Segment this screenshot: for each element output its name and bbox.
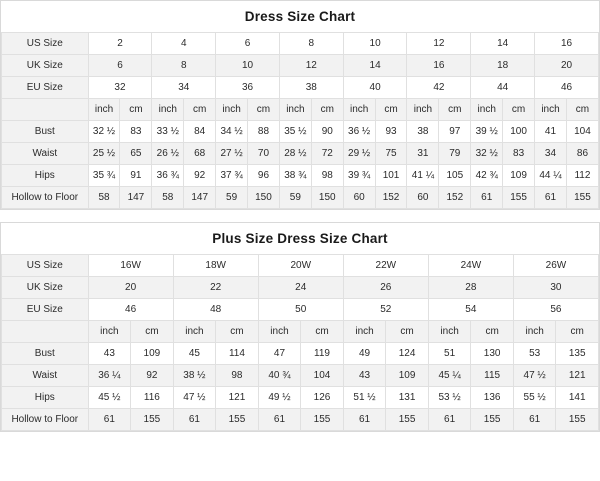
table-cell: 26: [343, 277, 428, 299]
table-cell: 31: [407, 143, 439, 165]
table-cell: 42 ¾: [471, 165, 503, 187]
table-row: [2, 33, 599, 55]
table-cell: 61: [513, 409, 556, 431]
table-cell: inch: [407, 99, 439, 121]
table-cell: 121: [556, 365, 599, 387]
table-cell: 28 ½: [279, 143, 311, 165]
table-cell: 45 ¼: [428, 365, 471, 387]
table-cell: 61: [428, 409, 471, 431]
table-cell: 49 ½: [258, 387, 301, 409]
table-cell: 35 ¾: [88, 165, 120, 187]
table-row: [2, 409, 599, 431]
table-cell: 47: [258, 343, 301, 365]
table-cell: 16: [407, 55, 471, 77]
table-cell: 45 ½: [88, 387, 131, 409]
table-cell: 109: [503, 165, 535, 187]
table-cell: 155: [556, 409, 599, 431]
table-cell: 26 ½: [152, 143, 184, 165]
table-cell: 155: [131, 409, 174, 431]
table-cell: 130: [471, 343, 514, 365]
table-cell: cm: [184, 99, 216, 121]
table-row: [2, 387, 599, 409]
table-cell: 104: [566, 121, 598, 143]
table-cell: 53 ½: [428, 387, 471, 409]
table-cell: cm: [248, 99, 280, 121]
row-label: Waist: [2, 365, 89, 387]
table-row: [2, 99, 599, 121]
table-cell: 105: [439, 165, 471, 187]
table-cell: 30: [513, 277, 598, 299]
table-cell: 98: [311, 165, 343, 187]
table-cell: 32: [88, 77, 152, 99]
row-label: Hollow to Floor: [2, 409, 89, 431]
table-cell: 33 ½: [152, 121, 184, 143]
table-cell: inch: [279, 99, 311, 121]
table-cell: 6: [216, 33, 280, 55]
table-cell: 36 ¼: [88, 365, 131, 387]
row-label: Bust: [2, 343, 89, 365]
dress-size-chart-title: Dress Size Chart: [1, 1, 599, 32]
table-cell: 34: [152, 77, 216, 99]
table-cell: 135: [556, 343, 599, 365]
table-cell: cm: [471, 321, 514, 343]
table-cell: 51 ½: [343, 387, 386, 409]
table-row: [2, 187, 599, 209]
table-cell: 43: [88, 343, 131, 365]
table-cell: 83: [120, 121, 152, 143]
table-cell: 40 ¾: [258, 365, 301, 387]
table-cell: 54: [428, 299, 513, 321]
table-cell: 126: [301, 387, 344, 409]
table-row: [2, 299, 599, 321]
table-cell: 20: [535, 55, 599, 77]
table-cell: inch: [88, 321, 131, 343]
table-cell: 8: [152, 55, 216, 77]
table-cell: 28: [428, 277, 513, 299]
table-cell: 2: [88, 33, 152, 55]
table-cell: 152: [439, 187, 471, 209]
table-cell: 84: [184, 121, 216, 143]
table-cell: 115: [471, 365, 514, 387]
table-cell: inch: [173, 321, 216, 343]
table-cell: 56: [513, 299, 598, 321]
table-cell: 22: [173, 277, 258, 299]
table-cell: 20W: [258, 255, 343, 277]
table-cell: 16W: [88, 255, 173, 277]
row-label: Hollow to Floor: [2, 187, 89, 209]
table-cell: cm: [120, 99, 152, 121]
table-cell: 24: [258, 277, 343, 299]
table-cell: 141: [556, 387, 599, 409]
table-cell: 38: [279, 77, 343, 99]
plus-size-dress-size-chart-body: [2, 255, 599, 431]
dress-size-chart-body: [2, 33, 599, 209]
table-cell: 147: [120, 187, 152, 209]
table-row: [2, 121, 599, 143]
table-row: [2, 365, 599, 387]
table-cell: 93: [375, 121, 407, 143]
table-cell: 48: [173, 299, 258, 321]
table-cell: 109: [131, 343, 174, 365]
table-cell: 6: [88, 55, 152, 77]
table-cell: 44 ¼: [535, 165, 567, 187]
table-cell: 96: [248, 165, 280, 187]
table-cell: 61: [471, 187, 503, 209]
table-cell: 40: [343, 77, 407, 99]
row-label: [2, 99, 89, 121]
table-cell: 47 ½: [513, 365, 556, 387]
table-cell: 49: [343, 343, 386, 365]
table-cell: 52: [343, 299, 428, 321]
table-cell: 18W: [173, 255, 258, 277]
table-cell: 10: [216, 55, 280, 77]
table-cell: 112: [566, 165, 598, 187]
table-cell: inch: [258, 321, 301, 343]
table-cell: 72: [311, 143, 343, 165]
table-cell: 124: [386, 343, 429, 365]
table-cell: 86: [566, 143, 598, 165]
table-cell: 121: [216, 387, 259, 409]
table-cell: 119: [301, 343, 344, 365]
table-cell: 27 ½: [216, 143, 248, 165]
row-label: EU Size: [2, 77, 89, 99]
table-cell: cm: [556, 321, 599, 343]
table-row: [2, 165, 599, 187]
row-label: [2, 321, 89, 343]
table-cell: inch: [152, 99, 184, 121]
table-cell: inch: [535, 99, 567, 121]
table-cell: 50: [258, 299, 343, 321]
table-cell: 26W: [513, 255, 598, 277]
table-cell: inch: [88, 99, 120, 121]
table-cell: 20: [88, 277, 173, 299]
table-cell: 61: [258, 409, 301, 431]
row-label: US Size: [2, 33, 89, 55]
table-cell: 116: [131, 387, 174, 409]
table-cell: inch: [428, 321, 471, 343]
table-cell: 25 ½: [88, 143, 120, 165]
table-cell: 32 ½: [471, 143, 503, 165]
table-cell: 36: [216, 77, 280, 99]
table-row: [2, 255, 599, 277]
table-row: [2, 321, 599, 343]
table-cell: 155: [386, 409, 429, 431]
table-cell: 42: [407, 77, 471, 99]
table-cell: 44: [471, 77, 535, 99]
table-cell: 41: [535, 121, 567, 143]
table-cell: 36 ½: [343, 121, 375, 143]
row-label: UK Size: [2, 277, 89, 299]
dress-size-chart-block: [0, 0, 600, 210]
table-cell: 45: [173, 343, 216, 365]
table-cell: 60: [343, 187, 375, 209]
table-cell: 100: [503, 121, 535, 143]
table-cell: 104: [301, 365, 344, 387]
table-cell: cm: [375, 99, 407, 121]
table-cell: 24W: [428, 255, 513, 277]
plus-size-dress-size-chart-title: Plus Size Dress Size Chart: [1, 223, 599, 254]
table-cell: 155: [471, 409, 514, 431]
table-cell: 16: [535, 33, 599, 55]
table-cell: 147: [184, 187, 216, 209]
table-cell: cm: [566, 99, 598, 121]
table-cell: 155: [301, 409, 344, 431]
table-cell: 47 ½: [173, 387, 216, 409]
table-cell: 46: [535, 77, 599, 99]
table-cell: 150: [248, 187, 280, 209]
row-label: UK Size: [2, 55, 89, 77]
table-row: [2, 143, 599, 165]
table-cell: 97: [439, 121, 471, 143]
row-label: US Size: [2, 255, 89, 277]
table-cell: 14: [471, 33, 535, 55]
table-cell: 29 ½: [343, 143, 375, 165]
table-cell: 155: [216, 409, 259, 431]
table-cell: 55 ½: [513, 387, 556, 409]
table-cell: 14: [343, 55, 407, 77]
table-cell: cm: [131, 321, 174, 343]
table-cell: 92: [184, 165, 216, 187]
table-cell: 34 ½: [216, 121, 248, 143]
table-cell: 36 ¾: [152, 165, 184, 187]
table-cell: 90: [311, 121, 343, 143]
table-cell: 98: [216, 365, 259, 387]
table-cell: 152: [375, 187, 407, 209]
table-cell: 131: [386, 387, 429, 409]
plus-size-dress-size-chart-table: [1, 254, 599, 431]
table-cell: inch: [343, 321, 386, 343]
table-cell: cm: [386, 321, 429, 343]
table-cell: 83: [503, 143, 535, 165]
table-cell: 12: [407, 33, 471, 55]
table-cell: 61: [343, 409, 386, 431]
table-cell: cm: [216, 321, 259, 343]
table-cell: 101: [375, 165, 407, 187]
table-cell: cm: [503, 99, 535, 121]
table-cell: 39 ¾: [343, 165, 375, 187]
table-cell: 92: [131, 365, 174, 387]
table-cell: 150: [311, 187, 343, 209]
table-cell: 38 ½: [173, 365, 216, 387]
table-cell: 88: [248, 121, 280, 143]
table-cell: 46: [88, 299, 173, 321]
table-cell: 109: [386, 365, 429, 387]
table-cell: 155: [566, 187, 598, 209]
table-cell: cm: [301, 321, 344, 343]
table-cell: 38 ¾: [279, 165, 311, 187]
plus-size-dress-size-chart-block: [0, 222, 600, 432]
table-cell: 65: [120, 143, 152, 165]
table-cell: 59: [216, 187, 248, 209]
table-cell: 39 ½: [471, 121, 503, 143]
table-cell: 34: [535, 143, 567, 165]
table-cell: 114: [216, 343, 259, 365]
chart-divider-gap: [0, 210, 600, 222]
table-cell: 61: [535, 187, 567, 209]
table-cell: 8: [279, 33, 343, 55]
table-cell: 43: [343, 365, 386, 387]
table-cell: inch: [343, 99, 375, 121]
table-cell: cm: [439, 99, 471, 121]
table-cell: 91: [120, 165, 152, 187]
table-row: [2, 343, 599, 365]
table-cell: 58: [152, 187, 184, 209]
row-label: Hips: [2, 165, 89, 187]
table-row: [2, 55, 599, 77]
table-cell: 32 ½: [88, 121, 120, 143]
table-cell: 38: [407, 121, 439, 143]
table-cell: inch: [471, 99, 503, 121]
table-cell: 79: [439, 143, 471, 165]
table-cell: 53: [513, 343, 556, 365]
table-cell: 18: [471, 55, 535, 77]
table-cell: 70: [248, 143, 280, 165]
table-cell: 155: [503, 187, 535, 209]
table-cell: 37 ¾: [216, 165, 248, 187]
table-cell: 59: [279, 187, 311, 209]
table-cell: cm: [311, 99, 343, 121]
table-cell: 75: [375, 143, 407, 165]
table-cell: 12: [279, 55, 343, 77]
table-cell: 60: [407, 187, 439, 209]
row-label: EU Size: [2, 299, 89, 321]
row-label: Bust: [2, 121, 89, 143]
table-cell: inch: [513, 321, 556, 343]
table-cell: 10: [343, 33, 407, 55]
table-cell: 41 ¼: [407, 165, 439, 187]
table-cell: 4: [152, 33, 216, 55]
table-row: [2, 77, 599, 99]
table-cell: 61: [88, 409, 131, 431]
row-label: Hips: [2, 387, 89, 409]
table-cell: inch: [216, 99, 248, 121]
table-cell: 51: [428, 343, 471, 365]
table-cell: 68: [184, 143, 216, 165]
table-cell: 22W: [343, 255, 428, 277]
table-cell: 35 ½: [279, 121, 311, 143]
table-cell: 136: [471, 387, 514, 409]
row-label: Waist: [2, 143, 89, 165]
table-row: [2, 277, 599, 299]
dress-size-chart-table: [1, 32, 599, 209]
table-cell: 61: [173, 409, 216, 431]
table-cell: 58: [88, 187, 120, 209]
